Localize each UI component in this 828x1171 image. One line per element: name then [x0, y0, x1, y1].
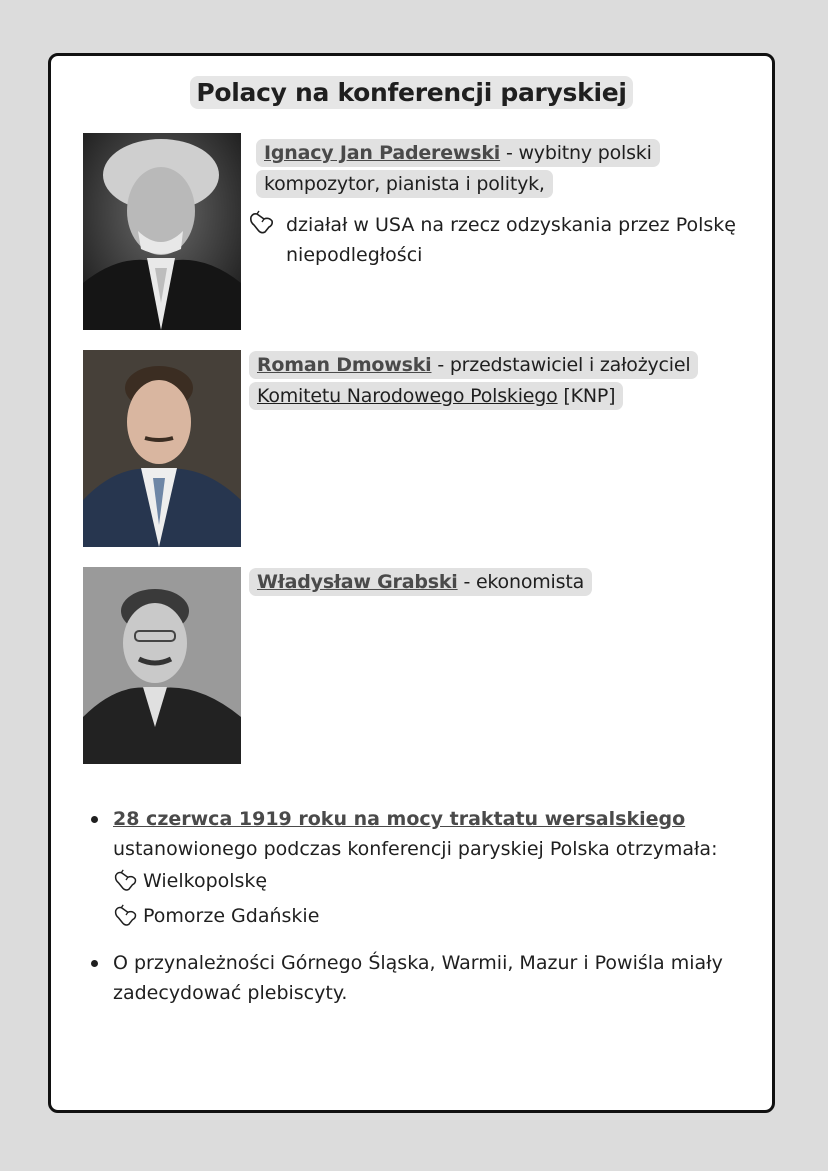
page-title: Polacy na konferencji paryskiej — [51, 78, 772, 107]
portrait-paderewski — [83, 133, 241, 330]
note-card — [48, 53, 775, 1113]
list-item: O przynależności Górnego Śląska, Warmii, Mazur i Powiśla miały zadecydować plebiscyty. — [87, 948, 747, 1008]
person-name-dmowski[interactable]: Roman Dmowski — [257, 354, 432, 376]
list-item: 28 czerwca 1919 roku na mocy traktatu wersalskiego ustanowionego podczas konferencji paryskiej Polska otrzymała: Wielkopolskę Pomorze Gdańskie — [87, 804, 747, 934]
bullet-list — [87, 804, 747, 1008]
bullet-dot-icon — [91, 960, 98, 967]
pointing-hand-icon — [113, 868, 139, 894]
pointing-hand-icon — [113, 903, 139, 929]
portrait-photo-icon — [83, 567, 241, 764]
portrait-dmowski — [83, 350, 241, 547]
person-grabski-bio: Władysław Grabski - ekonomista — [249, 567, 749, 598]
treaty-link[interactable]: 28 czerwca 1919 roku na mocy traktatu wersalskiego — [113, 808, 686, 830]
list-sub-item: Pomorze Gdańskie — [113, 899, 747, 934]
person-name-grabski[interactable]: Władysław Grabski — [257, 571, 458, 593]
person-name-paderewski[interactable]: Ignacy Jan Paderewski — [264, 142, 501, 164]
pointing-hand-icon — [248, 209, 276, 237]
portrait-photo-icon — [83, 133, 241, 330]
portrait-grabski — [83, 567, 241, 764]
portrait-photo-icon — [83, 350, 241, 547]
person-paderewski-detail: działał w USA na rzecz odzyskania przez Polskę niepodległości — [286, 214, 736, 266]
bullet-dot-icon — [91, 816, 98, 823]
person-dmowski-bio: Roman Dmowski - przedstawiciel i założyciel Komitetu Narodowego Polskiego [KNP] — [249, 350, 749, 412]
org-link-knp[interactable]: Komitetu Narodowego Polskiego — [257, 385, 558, 407]
person-paderewski-bio: Ignacy Jan Paderewski - wybitny polski kompozytor, pianista i polityk, — [256, 138, 756, 200]
list-sub-item: Wielkopolskę — [113, 864, 747, 899]
